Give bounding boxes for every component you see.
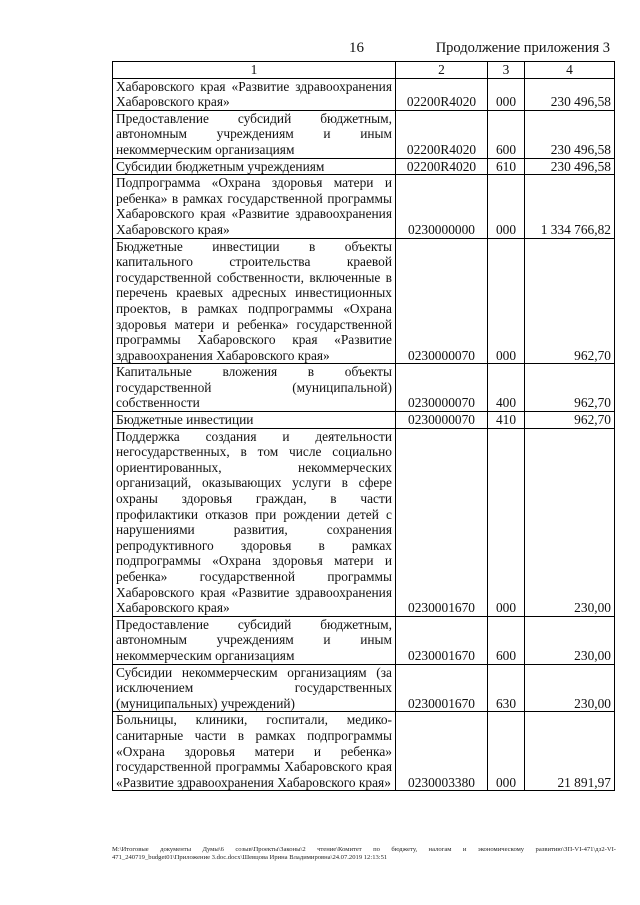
row-name: Больницы, клиники, госпитали, медико-санитарные части в рамках подпрограммы «Охрана здоровья матери и ребенка» государственной программы Хабаровского края «Развитие здравоохранения Хабаровского края» xyxy=(113,712,396,791)
row-vr: 630 xyxy=(488,664,525,712)
row-vr: 000 xyxy=(488,428,525,616)
column-header-amount: 4 xyxy=(525,62,615,79)
table-row xyxy=(113,664,615,712)
row-amount: 230 496,58 xyxy=(525,78,615,110)
row-vr: 410 xyxy=(488,412,525,429)
table-row xyxy=(113,110,615,158)
row-vr: 000 xyxy=(488,238,525,364)
row-amount: 1 334 766,82 xyxy=(525,175,615,238)
row-code: 0230000070 xyxy=(396,412,488,429)
column-header-code: 2 xyxy=(396,62,488,79)
row-name: Бюджетные инвестиции xyxy=(113,412,396,429)
row-vr: 610 xyxy=(488,158,525,175)
row-amount: 962,70 xyxy=(525,412,615,429)
row-name: Поддержка создания и деятельности негосударственных, в том числе социально ориентированных, некоммерческих организаций, оказывающих услуги в сфере охраны здоровья граждан, в части профилактики отказов при рождении детей с нарушениями развития, сохранения репродуктивного здоровья в рамках подпрограммы «Охрана здоровья матери и ребенка» государственной программы Хабаровского края «Развитие здравоохранения Хабаровского края» xyxy=(113,428,396,616)
table-row xyxy=(113,175,615,238)
continuation-label: Продолжение приложения 3 xyxy=(435,40,610,56)
row-name: Предоставление субсидий бюджетным, автономным учреждениям и иным некоммерческим организациям xyxy=(113,616,396,664)
row-code: 0230000000 xyxy=(396,175,488,238)
row-amount: 230,00 xyxy=(525,428,615,616)
row-amount: 230,00 xyxy=(525,664,615,712)
row-vr: 600 xyxy=(488,110,525,158)
table-row xyxy=(113,616,615,664)
row-name: Предоставление субсидий бюджетным, автономным учреждениям и иным некоммерческим организациям xyxy=(113,110,396,158)
footer-file-path: M:\Итоговые документы Думы\6 созыв\Проекты\Законы\2 чтение\Комитет по бюджету, налогам и экономическому развитию\ЗП-VI-471\дз2-VI-471_240719_budget01\Приложение 3.doc.docx\Шевцова Ирина Владимировна\24.07.2019 12:13:51 xyxy=(112,846,616,861)
row-name: Хабаровского края «Развитие здравоохранения Хабаровского края» xyxy=(113,78,396,110)
row-amount: 230 496,58 xyxy=(525,110,615,158)
table-row xyxy=(113,78,615,110)
row-code: 0230001670 xyxy=(396,428,488,616)
row-code: 02200R4020 xyxy=(396,158,488,175)
row-vr: 400 xyxy=(488,364,525,412)
table-row xyxy=(113,712,615,791)
column-header-vr: 3 xyxy=(488,62,525,79)
row-amount: 230 496,58 xyxy=(525,158,615,175)
row-code: 02200R4020 xyxy=(396,78,488,110)
row-name: Бюджетные инвестиции в объекты капитального строительства краевой государственной собственности, включенные в перечень краевых адресных инвестиционных проектов, в рамках подпрограммы «Охрана здоровья матери и ребенка» государственной программы Хабаровского края «Развитие здравоохранения Хабаровского края» xyxy=(113,238,396,364)
row-amount: 962,70 xyxy=(525,364,615,412)
table-header-row xyxy=(113,62,615,79)
page-number: 16 xyxy=(349,40,364,56)
row-name: Подпрограмма «Охрана здоровья матери и ребенка» в рамках государственной программы Хабаровского края «Развитие здравоохранения Хабаровского края» xyxy=(113,175,396,238)
row-name: Капитальные вложения в объекты государственной (муниципальной) собственности xyxy=(113,364,396,412)
table-row xyxy=(113,238,615,364)
row-name: Субсидии некоммерческим организациям (за исключением государственных (муниципальных) учреждений) xyxy=(113,664,396,712)
row-vr: 000 xyxy=(488,78,525,110)
row-vr: 000 xyxy=(488,712,525,791)
table-row xyxy=(113,412,615,429)
row-vr: 000 xyxy=(488,175,525,238)
row-code: 0230001670 xyxy=(396,664,488,712)
row-name: Субсидии бюджетным учреждениям xyxy=(113,158,396,175)
table-row xyxy=(113,158,615,175)
row-code: 0230003380 xyxy=(396,712,488,791)
row-code: 0230000070 xyxy=(396,364,488,412)
budget-table xyxy=(112,61,615,791)
column-header-name: 1 xyxy=(113,62,396,79)
row-code: 0230000070 xyxy=(396,238,488,364)
row-code: 02200R4020 xyxy=(396,110,488,158)
table-row xyxy=(113,364,615,412)
row-amount: 21 891,97 xyxy=(525,712,615,791)
row-code: 0230001670 xyxy=(396,616,488,664)
row-amount: 230,00 xyxy=(525,616,615,664)
row-amount: 962,70 xyxy=(525,238,615,364)
table-row xyxy=(113,428,615,616)
row-vr: 600 xyxy=(488,616,525,664)
